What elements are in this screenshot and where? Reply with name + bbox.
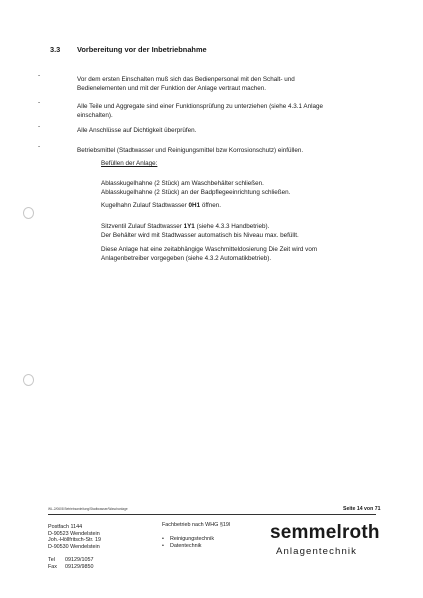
service-item (162, 536, 214, 543)
filling-paragraph-seatvalve (101, 222, 361, 240)
punch-hole (23, 207, 34, 219)
service-label: Datentechnik (170, 542, 202, 549)
bullet-dot: • (162, 542, 164, 549)
bullet-line: Alle Teile und Aggregate sind einer Funktionsprüfung zu unterziehen (siehe 4.3.1 Anlage (77, 103, 323, 110)
service-label: Reinigungstechnik (170, 536, 215, 542)
address-line: Postfach 1144 (48, 524, 83, 530)
filling-heading: Befüllen der Anlage: (101, 160, 158, 167)
bullet-text-1 (77, 75, 367, 93)
address-line: D-90523 Wendelstein (48, 530, 100, 537)
bullet-marker: - (38, 143, 41, 150)
filling-paragraph-dosing (101, 245, 361, 263)
bullet-text-3 (77, 126, 367, 135)
phone-line (48, 557, 93, 564)
phone-label: Tel (48, 557, 55, 563)
certification-note: Fachbetrieb nach WHG §19l (162, 522, 231, 528)
bullet-line: einschalten). (77, 112, 113, 120)
filling-line: Ablasskugelhahne (2 Stück) am Waschbehälter schließen. (101, 180, 264, 187)
bullet-line: Bedienelementen und mit der Funktion der Anlage vertraut machen. (77, 85, 267, 93)
bullet-text-2 (77, 102, 367, 120)
services-list (162, 536, 214, 549)
filling-line: Ablasskugelhahne (2 Stück) an der Badpflegeeinrichtung schließen. (101, 189, 291, 197)
fax-label: Fax (48, 563, 57, 570)
section-number: 3.3 (50, 45, 61, 54)
bullet-marker: - (38, 99, 41, 106)
phone-number: 09129/1057 (65, 557, 94, 563)
company-contact (48, 557, 93, 570)
footer-divider (48, 514, 376, 515)
valve-code: 0H1 (188, 202, 201, 209)
filling-line (101, 222, 361, 231)
company-logo: semmelroth (270, 522, 380, 543)
filling-line: Der Behälter wird mit Stadtwasser automatisch bis Niveau max. befüllt. (101, 232, 299, 240)
fax-line (48, 564, 93, 571)
bullet-marker: - (38, 72, 41, 79)
punch-hole (23, 374, 34, 386)
filling-text: Kugelhahn Zulauf Stadtwasser (101, 202, 189, 209)
document-reference: WL-2/0608 Betriebsanleitung/Stadtwasser/Waschanlage (48, 507, 128, 511)
company-address (48, 524, 101, 551)
section-heading (50, 45, 207, 54)
bullet-marker: - (38, 123, 41, 130)
bullet-text-4 (77, 146, 367, 155)
filling-text: Sitzventil Zulauf Stadtwasser (101, 223, 184, 230)
bullet-line: Betriebsmittel (Stadtwasser und Reinigungsmittel bzw Korrosionschutz) einfüllen. (77, 147, 304, 154)
filling-paragraph-valves (101, 179, 361, 197)
fax-number: 09129/9850 (65, 563, 94, 570)
bullet-line: Vor dem ersten Einschalten muß sich das Bedienpersonal mit den Schalt- und (77, 76, 295, 83)
company-tagline: Anlagentechnik (276, 546, 358, 557)
address-line: Joh.-Höllfritsch-Str. 19 (48, 537, 102, 544)
address-line: D-90530 Wendelstein (48, 544, 100, 551)
filling-line: Diese Anlage hat eine zeitabhängige Waschmitteldosierung Die Zeit wird vom (101, 246, 318, 253)
service-item (162, 543, 214, 550)
filling-paragraph-ballvalve (101, 201, 361, 210)
bullet-line: Alle Anschlüsse auf Dichtigkeit überprüfen. (77, 127, 197, 134)
filling-text: (siehe 4.3.3 Handbetrieb). (194, 223, 270, 230)
bullet-dot: • (162, 536, 164, 542)
filling-line: Anlagenbetreiber vorgegeben (siehe 4.3.2 Automatikbetrieb). (101, 255, 272, 263)
section-title: Vorbereitung vor der Inbetriebnahme (77, 45, 207, 54)
filling-text: öffnen. (200, 202, 221, 209)
valve-code: 1Y1 (183, 223, 195, 230)
page-number: Seite 14 von 71 (343, 506, 381, 512)
